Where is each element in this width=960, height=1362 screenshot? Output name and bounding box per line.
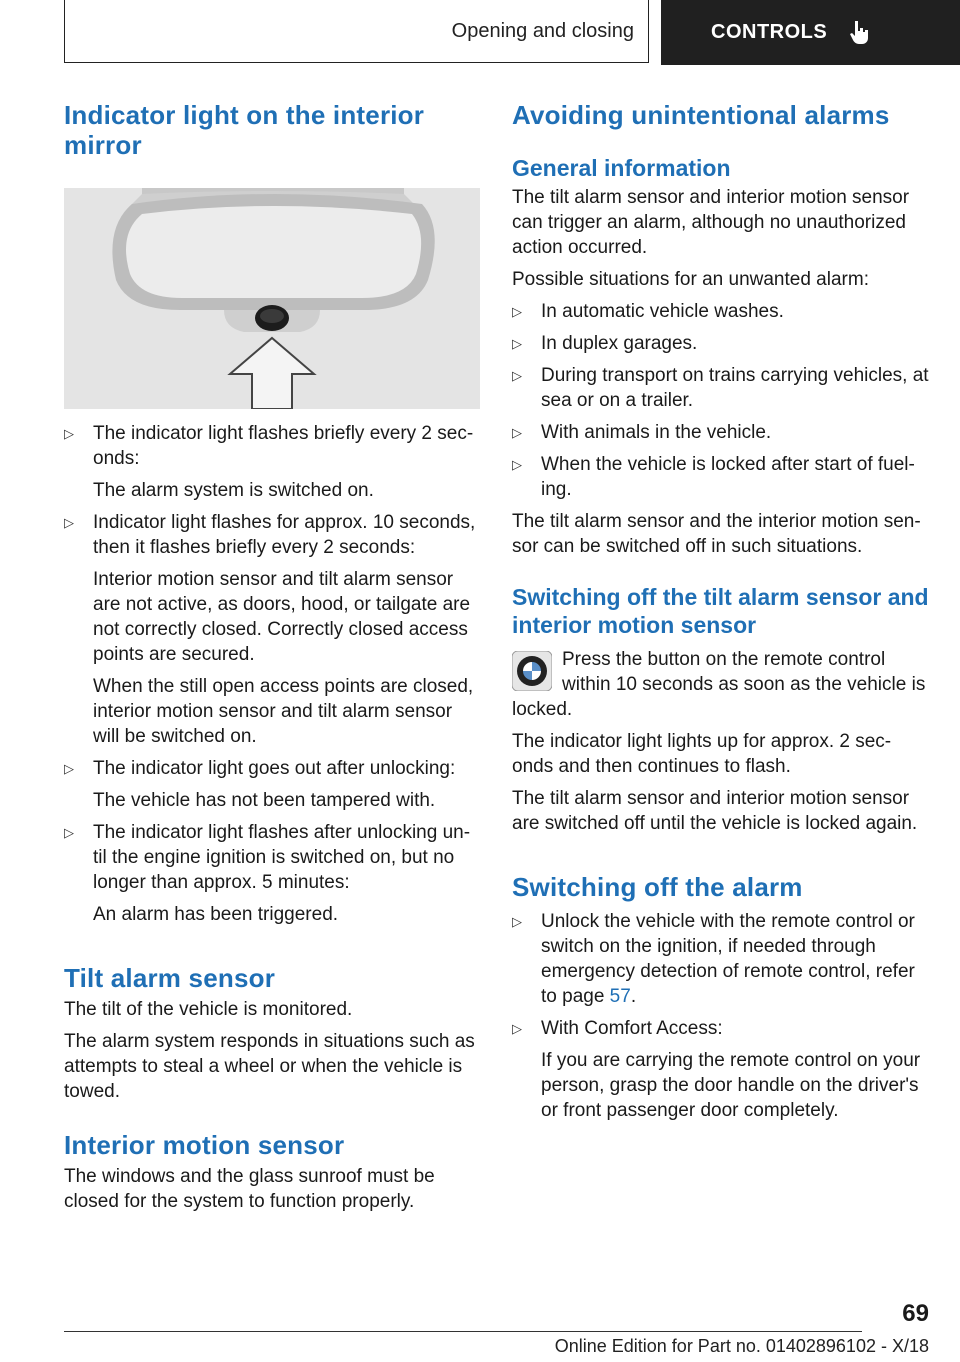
section-heading-interior-motion: Interior motion sensor — [64, 1130, 345, 1160]
pointing-hand-icon — [849, 20, 871, 46]
mirror-illustration — [64, 188, 480, 409]
section-title: Opening and closing — [64, 0, 649, 63]
subheading-general-information: General information — [512, 155, 731, 181]
list-item: ▷ Unlock the vehicle with the remote control or switch on the ignition, if needed through emergency detection of remote control, refer to page 57. — [512, 911, 915, 1007]
general-paragraph-2: Possible situations for an unwanted alarm: — [512, 269, 869, 290]
list-item: ▷ With animals in the vehicle. — [512, 422, 772, 443]
chapter-tab-label: CONTROLS — [711, 21, 828, 43]
section-heading-indicator-light: Indicator light on the interior mirror — [64, 100, 425, 160]
general-paragraph-3: The tilt alarm sensor and the interior motion sen‐sor can be switched off in such situations. — [512, 511, 921, 557]
page-header — [64, 0, 960, 65]
page-reference-link[interactable]: 57 — [609, 986, 631, 1007]
list-item: ▷ During transport on trains carrying vehicles, at sea or on a trailer. — [512, 365, 929, 411]
left-column — [64, 100, 482, 1214]
page-number: 69 — [902, 1300, 929, 1327]
footer-divider — [64, 1331, 862, 1332]
section-heading-switching-off-alarm: Switching off the alarm — [512, 872, 803, 902]
list-item: ▷ In automatic vehicle washes. — [512, 301, 784, 322]
indicator-list — [64, 421, 482, 927]
triangle-bullet-icon: ▷ — [512, 425, 522, 440]
switch-off-alarm-list — [512, 909, 932, 1123]
triangle-bullet-icon: ▷ — [512, 368, 522, 383]
triangle-bullet-icon: ▷ — [64, 825, 74, 840]
bmw-logo-icon — [512, 651, 552, 691]
general-paragraph-1: The tilt alarm sensor and interior motion sensor can trigger an alarm, although no unauthorized action occurred. — [512, 187, 910, 258]
section-heading-tilt-alarm: Tilt alarm sensor — [64, 963, 276, 993]
interior-mirror-image — [64, 188, 480, 409]
list-item: ▷ Indicator light flashes for approx. 10 seconds, then it flashes briefly every 2 seconds: Interior motion sensor and tilt alarm sensor are not active, as doors, hood, or tailgate are not correctly closed. Correctly closed access points are secured. When the still open access points are closed, interior motion sensor and tilt alarm sensor will be switched on. — [64, 512, 476, 747]
switchoff-paragraph-2: The indicator light lights up for approx. 2 sec‐onds and then continues to flash. — [512, 731, 892, 777]
list-item: ▷ The indicator light goes out after unlocking: The vehicle has not been tampered with. — [64, 758, 456, 811]
chapter-tab[interactable] — [661, 0, 960, 65]
triangle-bullet-icon: ▷ — [512, 457, 522, 472]
triangle-bullet-icon: ▷ — [64, 426, 74, 441]
switchoff-paragraph-1: Press the button on the remote control within 10 seconds as soon as the vehicle is locked. — [512, 649, 926, 720]
triangle-bullet-icon: ▷ — [512, 1021, 522, 1036]
edition-footer: Online Edition for Part no. 01402896102 - X/18 — [554, 1336, 929, 1356]
list-item: ▷ In duplex garages. — [512, 333, 698, 354]
list-item: ▷ When the vehicle is locked after start of fuel‐ing. — [512, 454, 915, 500]
unwanted-alarm-list — [512, 299, 932, 502]
tilt-paragraph-1: The tilt of the vehicle is monitored. — [64, 999, 353, 1020]
motion-paragraph-1: The windows and the glass sunroof must be closed for the system to function properly. — [64, 1166, 435, 1212]
list-item: ▷ The indicator light flashes after unlocking un‐til the engine ignition is switched on, but no longer than approx. 5 minutes: An alarm has been triggered. — [64, 822, 471, 925]
tilt-paragraph-2: The alarm system responds in situations such as attempts to steal a wheel or when the vehicle is towed. — [64, 1031, 475, 1102]
list-item: ▷ With Comfort Access: If you are carrying the remote control on your person, grasp the door handle on the driver's or front passenger door completely. — [512, 1018, 921, 1121]
subheading-switching-off-sensors: Switching off the tilt alarm sensor and interior motion sensor — [512, 584, 929, 638]
triangle-bullet-icon: ▷ — [64, 761, 74, 776]
triangle-bullet-icon: ▷ — [512, 304, 522, 319]
remote-control-instruction — [512, 647, 932, 722]
list-item: ▷ The indicator light flashes briefly every 2 sec‐onds: The alarm system is switched on. — [64, 423, 474, 501]
switchoff-paragraph-3: The tilt alarm sensor and interior motion sensor are switched off until the vehicle is locked again. — [512, 788, 918, 834]
triangle-bullet-icon: ▷ — [64, 515, 74, 530]
triangle-bullet-icon: ▷ — [512, 914, 522, 929]
right-column — [512, 100, 932, 1123]
triangle-bullet-icon: ▷ — [512, 336, 522, 351]
section-heading-avoiding-alarms: Avoiding unintentional alarms — [512, 100, 890, 130]
